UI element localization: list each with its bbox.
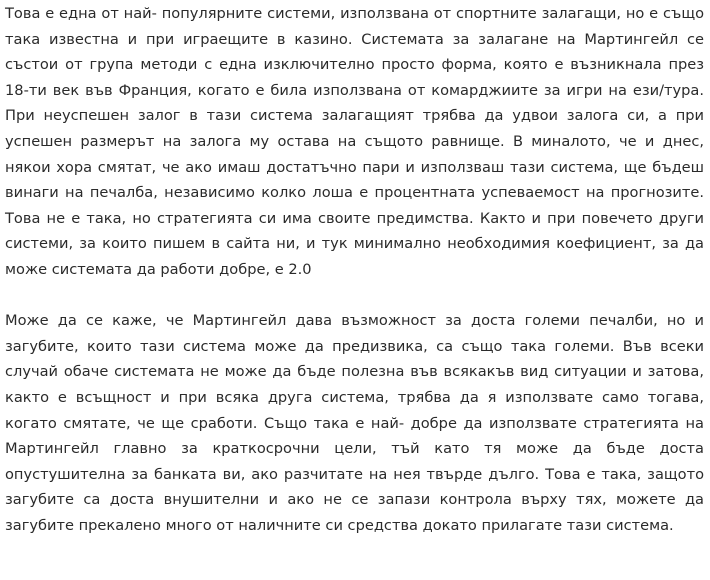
paragraph-martingale-intro: Това е една от най- популярните системи, използвана от спортните залагащи, но е също така известна и при играещите в казино. Системата за залагане на Мартингейл се състои от група методи с една изключително просто форма, която е възникнала през 18-ти век във Франция, когато е била използвана от комарджиите за игри на ези/тура. При неуспешен залог в тази система залагащият трябва да удвои залога си, а при успешен размерът на залога му остава на същото равнище. В миналото, че и днес, някои хора смятат, че ако имаш достатъчно пари и използваш тази система, ще бъдеш винаги на печалба, независимо колко лоша е процентната успеваемост на прогнозите. Това не е така, но стратегията си има своите предимства. Както и при повечето други системи, за които пишем в сайта ни, и тук минимално необходимия коефициент, за да може системата да работи добре, е 2.0: [5, 5, 704, 278]
paragraph-martingale-risks: Може да се каже, че Мартингейл дава възможност за доста големи печалби, но и загубите, които тази система може да предизвика, са също така големи. Във всеки случай обаче системата не може да бъде полезна във всякакъв вид ситуации и затова, както е всъщност и при всяка друга система, трябва да я използвате само тогава, когато смятате, че ще сработи. Също така е най- добре да използвате стратегията на Мартингейл главно за краткосрочни цели, тъй като тя може да бъде доста опустушителна за банката ви, ако разчитате на нея твърде дълго. Това е така, защото загубите са доста внушителни и ако не се запази контрола върху тях, можете да загубите прекалено много от наличните си средства докато прилагате тази система.: [5, 312, 704, 534]
